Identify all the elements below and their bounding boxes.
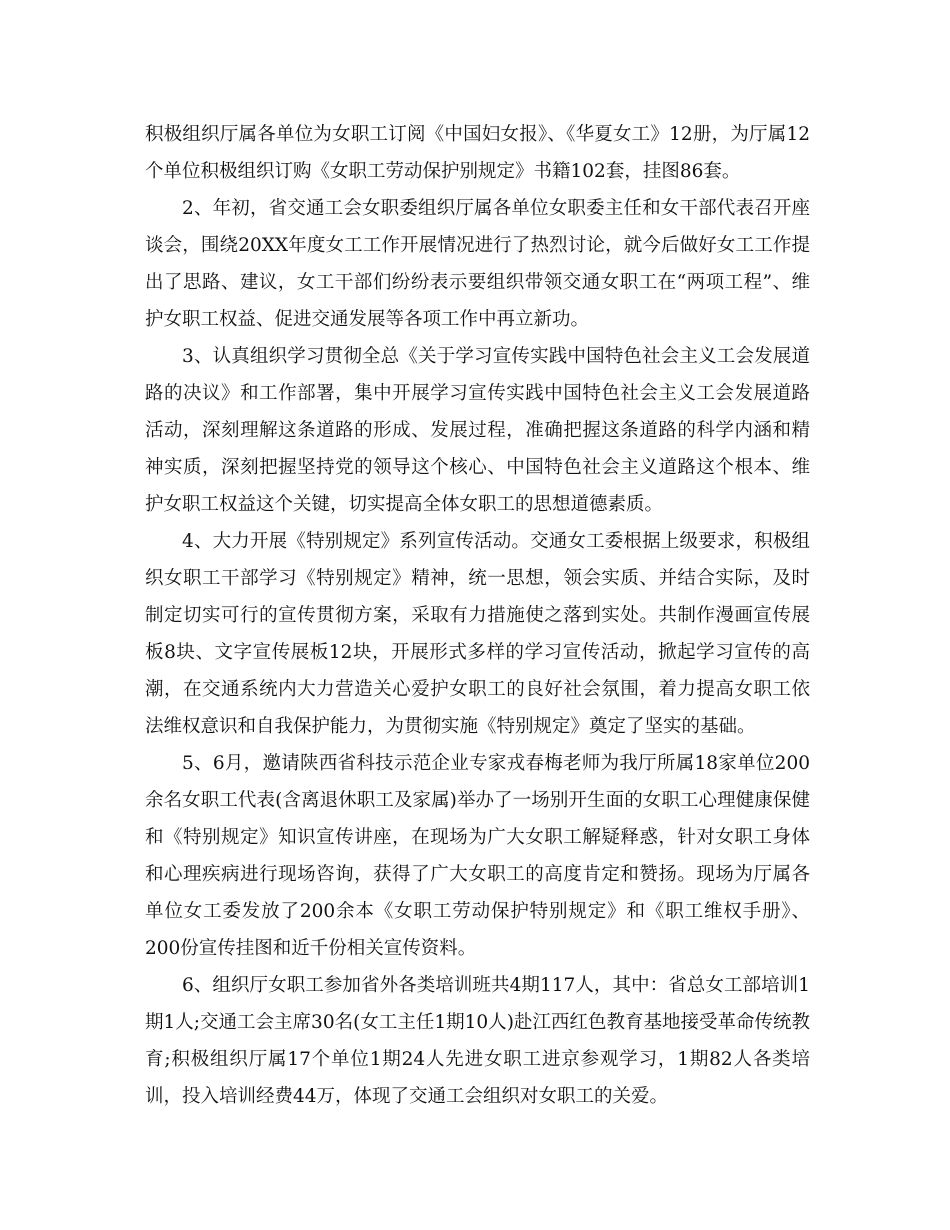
paragraph-item-3: 3、认真组织学习贯彻全总《关于学习宣传实践中国特色社会主义工会发展道路的决议》和工作部署，集中开展学习宣传实践中国特色社会主义工会发展道路活动，深刻理解这条道路的形成、发展过程，准确把握这条道路的科学内涵和精神实质，深刻把握坚持党的领导这个核心、中国特色社会主义道路这个根本、维护女职工权益这个关键，切实提高全体女职工的思想道德素质。 [145,346,810,515]
paragraph-continuation: 积极组织厅属各单位为女职工订阅《中国妇女报》、《华夏女工》12册，为厅属12个单位积极组织订购《女职工劳动保护别规定》书籍102套，挂图86套。 [145,124,810,182]
paragraph-item-2: 2、年初，省交通工会女职委组织厅属各单位女职委主任和女干部代表召开座谈会，围绕20XX年度女工工作开展情况进行了热烈讨论，就今后做好女工工作提出了思路、建议，女工干部们纷纷表示要组织带领交通女职工在“两项工程”、维护女职工权益、促进交通发展等各项工作中再立新功。 [145,198,810,330]
paragraph-item-5: 5、6月，邀请陕西省科技示范企业专家戎春梅老师为我厅所属18家单位200余名女职工代表(含离退休职工及家属)举办了一场别开生面的女职工心理健康保健和《特别规定》知识宣传讲座，在现场为广大女职工解疑释惑，针对女职工身体和心理疾病进行现场咨询，获得了广大女职工的高度肯定和赞扬。现场为厅属各单位女工委发放了200余本《女职工劳动保护特别规定》和《职工维权手册》、200份宣传挂图和近千份相关宣传资料。 [145,753,810,959]
document-body [145,116,810,1115]
paragraph-item-4: 4、大力开展《特别规定》系列宣传活动。交通女工委根据上级要求，积极组织女职工干部学习《特别规定》精神，统一思想，领会实质、并结合实际，及时制定切实可行的宣传贯彻方案，采取有力措施使之落到实处。共制作漫画宣传展板8块、文字宣传展板12块，开展形式多样的学习宣传活动，掀起学习宣传的高潮，在交通系统内大力营造关心爱护女职工的良好社会氛围，着力提高女职工依法维权意识和自我保护能力，为贯彻实施《特别规定》奠定了坚实的基础。 [145,531,810,737]
paragraph-item-6: 6、组织厅女职工参加省外各类培训班共4期117人，其中：省总女工部培训1期1人;交通工会主席30名(女工主任1期10人)赴江西红色教育基地接受革命传统教育;积极组织厅属17个单位1期24人先进女职工进京参观学习，1期82人各类培训，投入培训经费44万，体现了交通工会组织对女职工的关爱。 [145,975,810,1107]
